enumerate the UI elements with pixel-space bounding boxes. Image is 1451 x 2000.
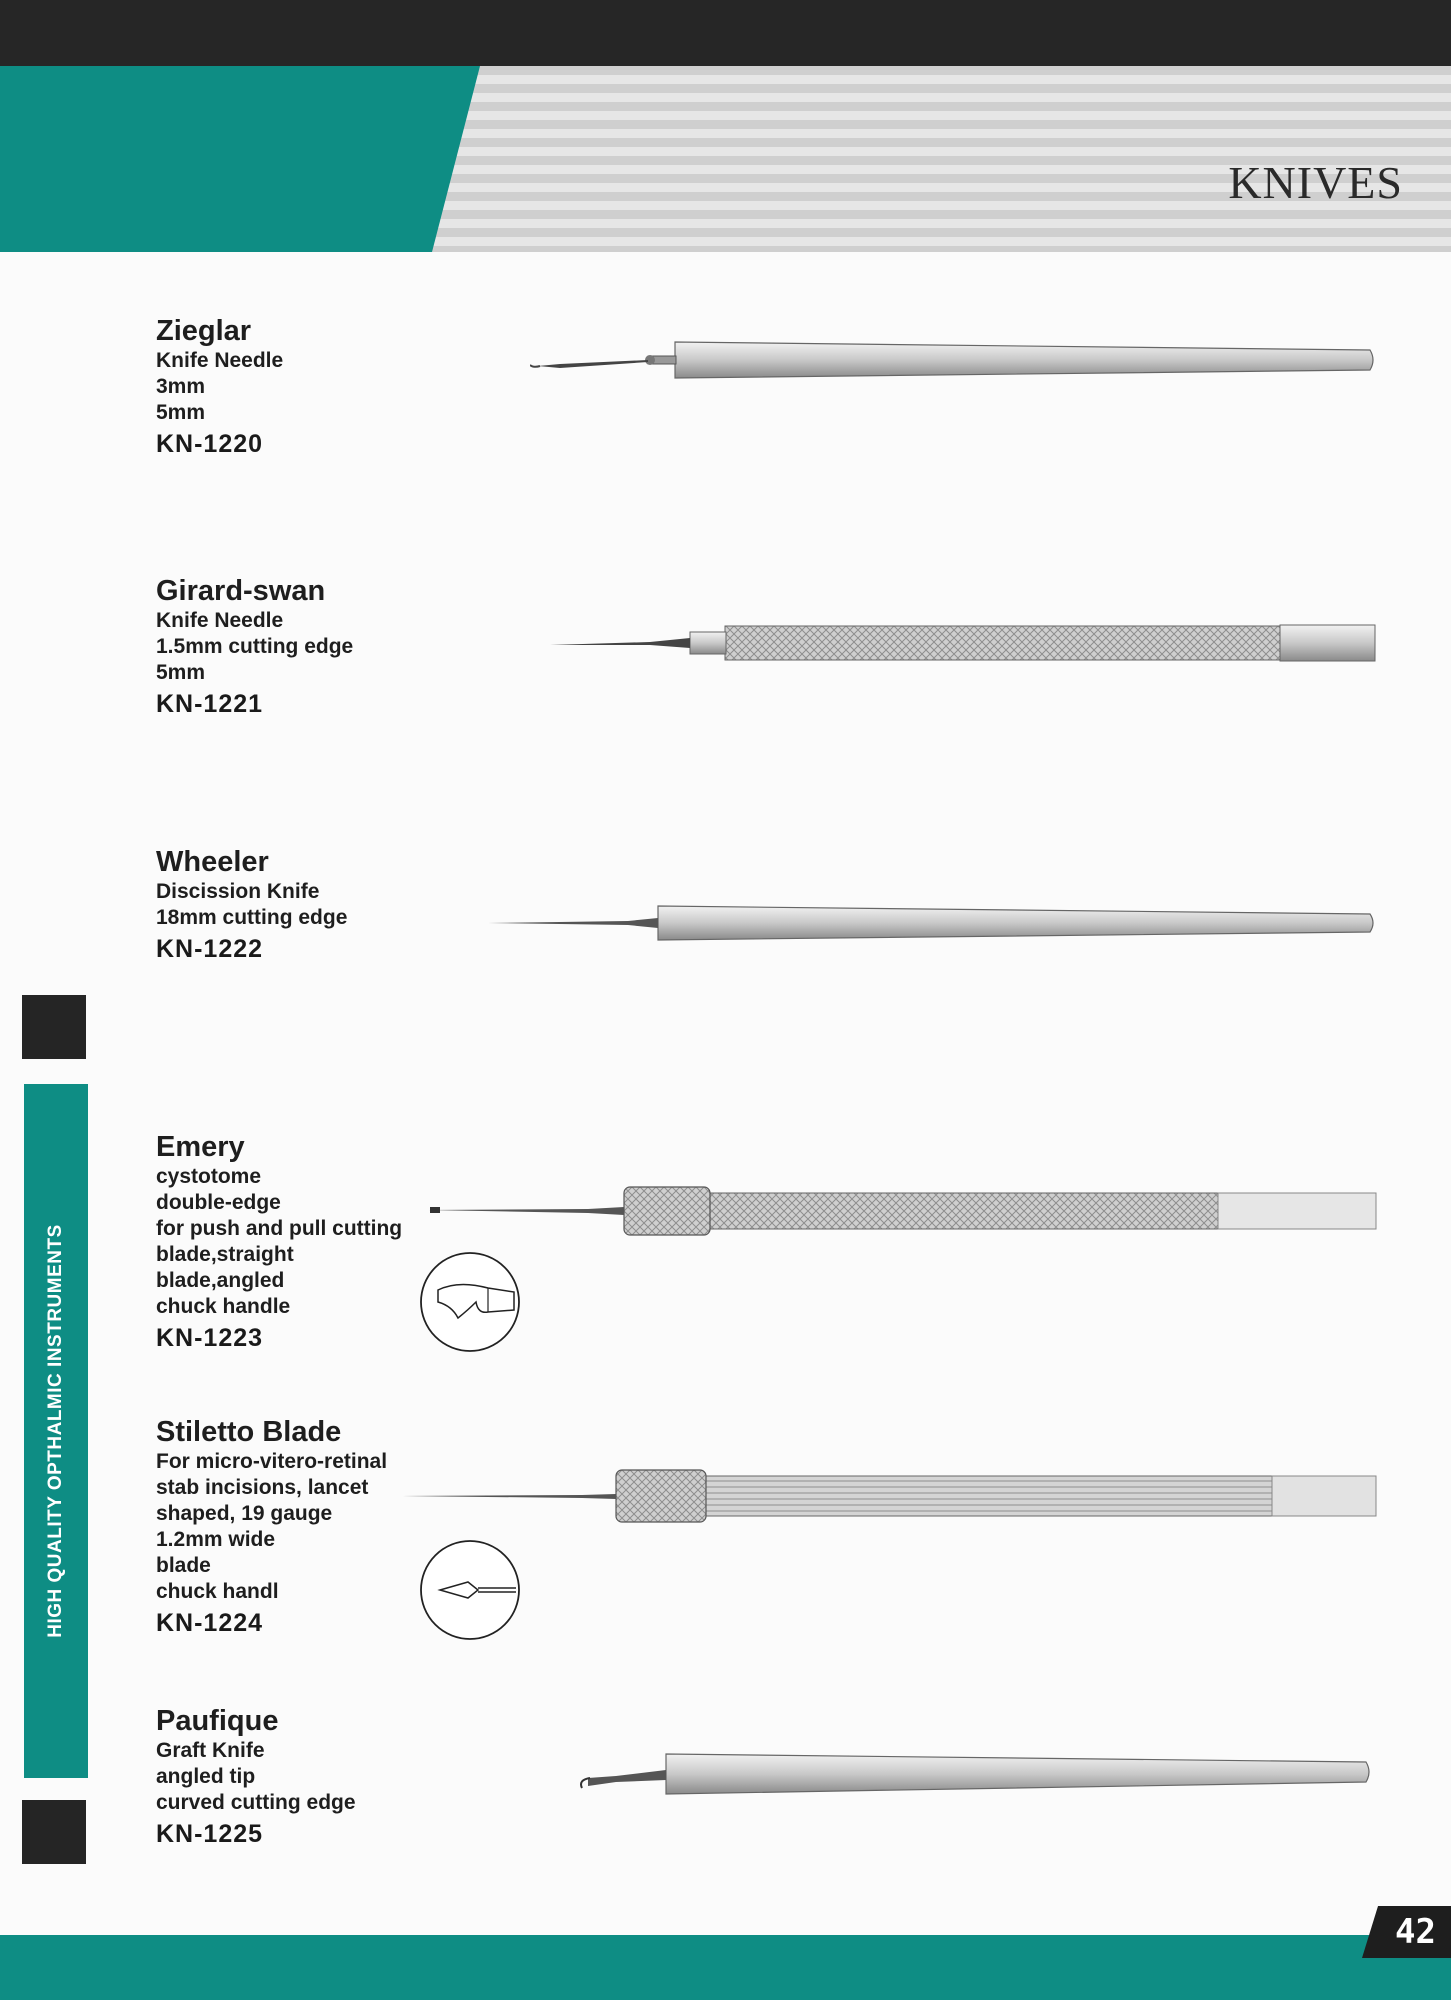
stiletto-blade-image bbox=[402, 1466, 1378, 1526]
product-spec: for push and pull cutting bbox=[156, 1217, 403, 1240]
product-spec: Discission Knife bbox=[156, 880, 320, 903]
paufique-graft-knife-image bbox=[576, 1746, 1378, 1802]
product-spec: blade bbox=[156, 1554, 211, 1577]
product-code: KN-1224 bbox=[156, 1609, 264, 1637]
page-number: 42 bbox=[1395, 1912, 1436, 1952]
product-spec: Knife Needle bbox=[156, 349, 284, 372]
product-name: Zieglar bbox=[156, 315, 252, 347]
product-name: Emery bbox=[156, 1131, 245, 1163]
product-spec: blade,angled bbox=[156, 1269, 285, 1292]
product-name: Paufique bbox=[156, 1705, 279, 1737]
product-spec: 1.5mm cutting edge bbox=[156, 635, 354, 658]
product-spec: Graft Knife bbox=[156, 1739, 265, 1762]
product-stiletto-blade bbox=[156, 1415, 387, 1639]
stiletto-blade-detail-circle bbox=[418, 1538, 522, 1642]
product-code: KN-1220 bbox=[156, 430, 264, 458]
product-spec: curved cutting edge bbox=[156, 1791, 356, 1814]
sidebar-square-bottom bbox=[22, 1800, 86, 1864]
product-spec: 5mm bbox=[156, 401, 206, 424]
product-code: KN-1223 bbox=[156, 1324, 264, 1352]
product-spec: 3mm bbox=[156, 375, 206, 398]
product-spec: For micro-vitero-retinal bbox=[156, 1450, 388, 1473]
product-spec: Knife Needle bbox=[156, 609, 284, 632]
wheeler-discission-knife-image bbox=[488, 898, 1380, 948]
product-girard-swan bbox=[156, 574, 353, 720]
product-spec: double-edge bbox=[156, 1191, 281, 1214]
product-code: KN-1225 bbox=[156, 1820, 264, 1848]
section-title: KNIVES bbox=[1228, 157, 1403, 208]
product-spec: 5mm bbox=[156, 661, 206, 684]
girard-swan-knife-needle-image bbox=[550, 618, 1380, 668]
footer-teal-bar bbox=[0, 1935, 1451, 2000]
product-wheeler bbox=[156, 845, 347, 965]
product-spec: chuck handle bbox=[156, 1295, 291, 1318]
sidebar-square-top bbox=[22, 995, 86, 1059]
zieglar-knife-needle-image bbox=[530, 330, 1380, 390]
product-code: KN-1222 bbox=[156, 935, 264, 963]
product-spec: chuck handl bbox=[156, 1580, 279, 1603]
product-name: Wheeler bbox=[156, 846, 269, 878]
product-code: KN-1221 bbox=[156, 690, 264, 718]
product-spec: 18mm cutting edge bbox=[156, 906, 348, 929]
product-zieglar bbox=[156, 314, 283, 460]
product-spec: blade,straight bbox=[156, 1243, 294, 1266]
product-spec: stab incisions, lancet bbox=[156, 1476, 369, 1499]
product-spec: cystotome bbox=[156, 1165, 262, 1188]
product-emery bbox=[156, 1130, 402, 1354]
product-name: Girard-swan bbox=[156, 575, 326, 607]
sidebar-vertical-text: HIGH QUALITY OPTHALMIC INSTRUMENTS bbox=[45, 1224, 66, 1638]
top-dark-bar bbox=[0, 0, 1451, 66]
product-spec: 1.2mm wide bbox=[156, 1528, 276, 1551]
product-spec: shaped, 19 gauge bbox=[156, 1502, 333, 1525]
emery-blade-detail-circle bbox=[418, 1250, 522, 1354]
product-paufique bbox=[156, 1704, 356, 1850]
product-name: Stiletto Blade bbox=[156, 1416, 342, 1448]
header-teal-block bbox=[0, 66, 480, 252]
product-spec: angled tip bbox=[156, 1765, 256, 1788]
emery-cystotome-image bbox=[428, 1183, 1378, 1239]
